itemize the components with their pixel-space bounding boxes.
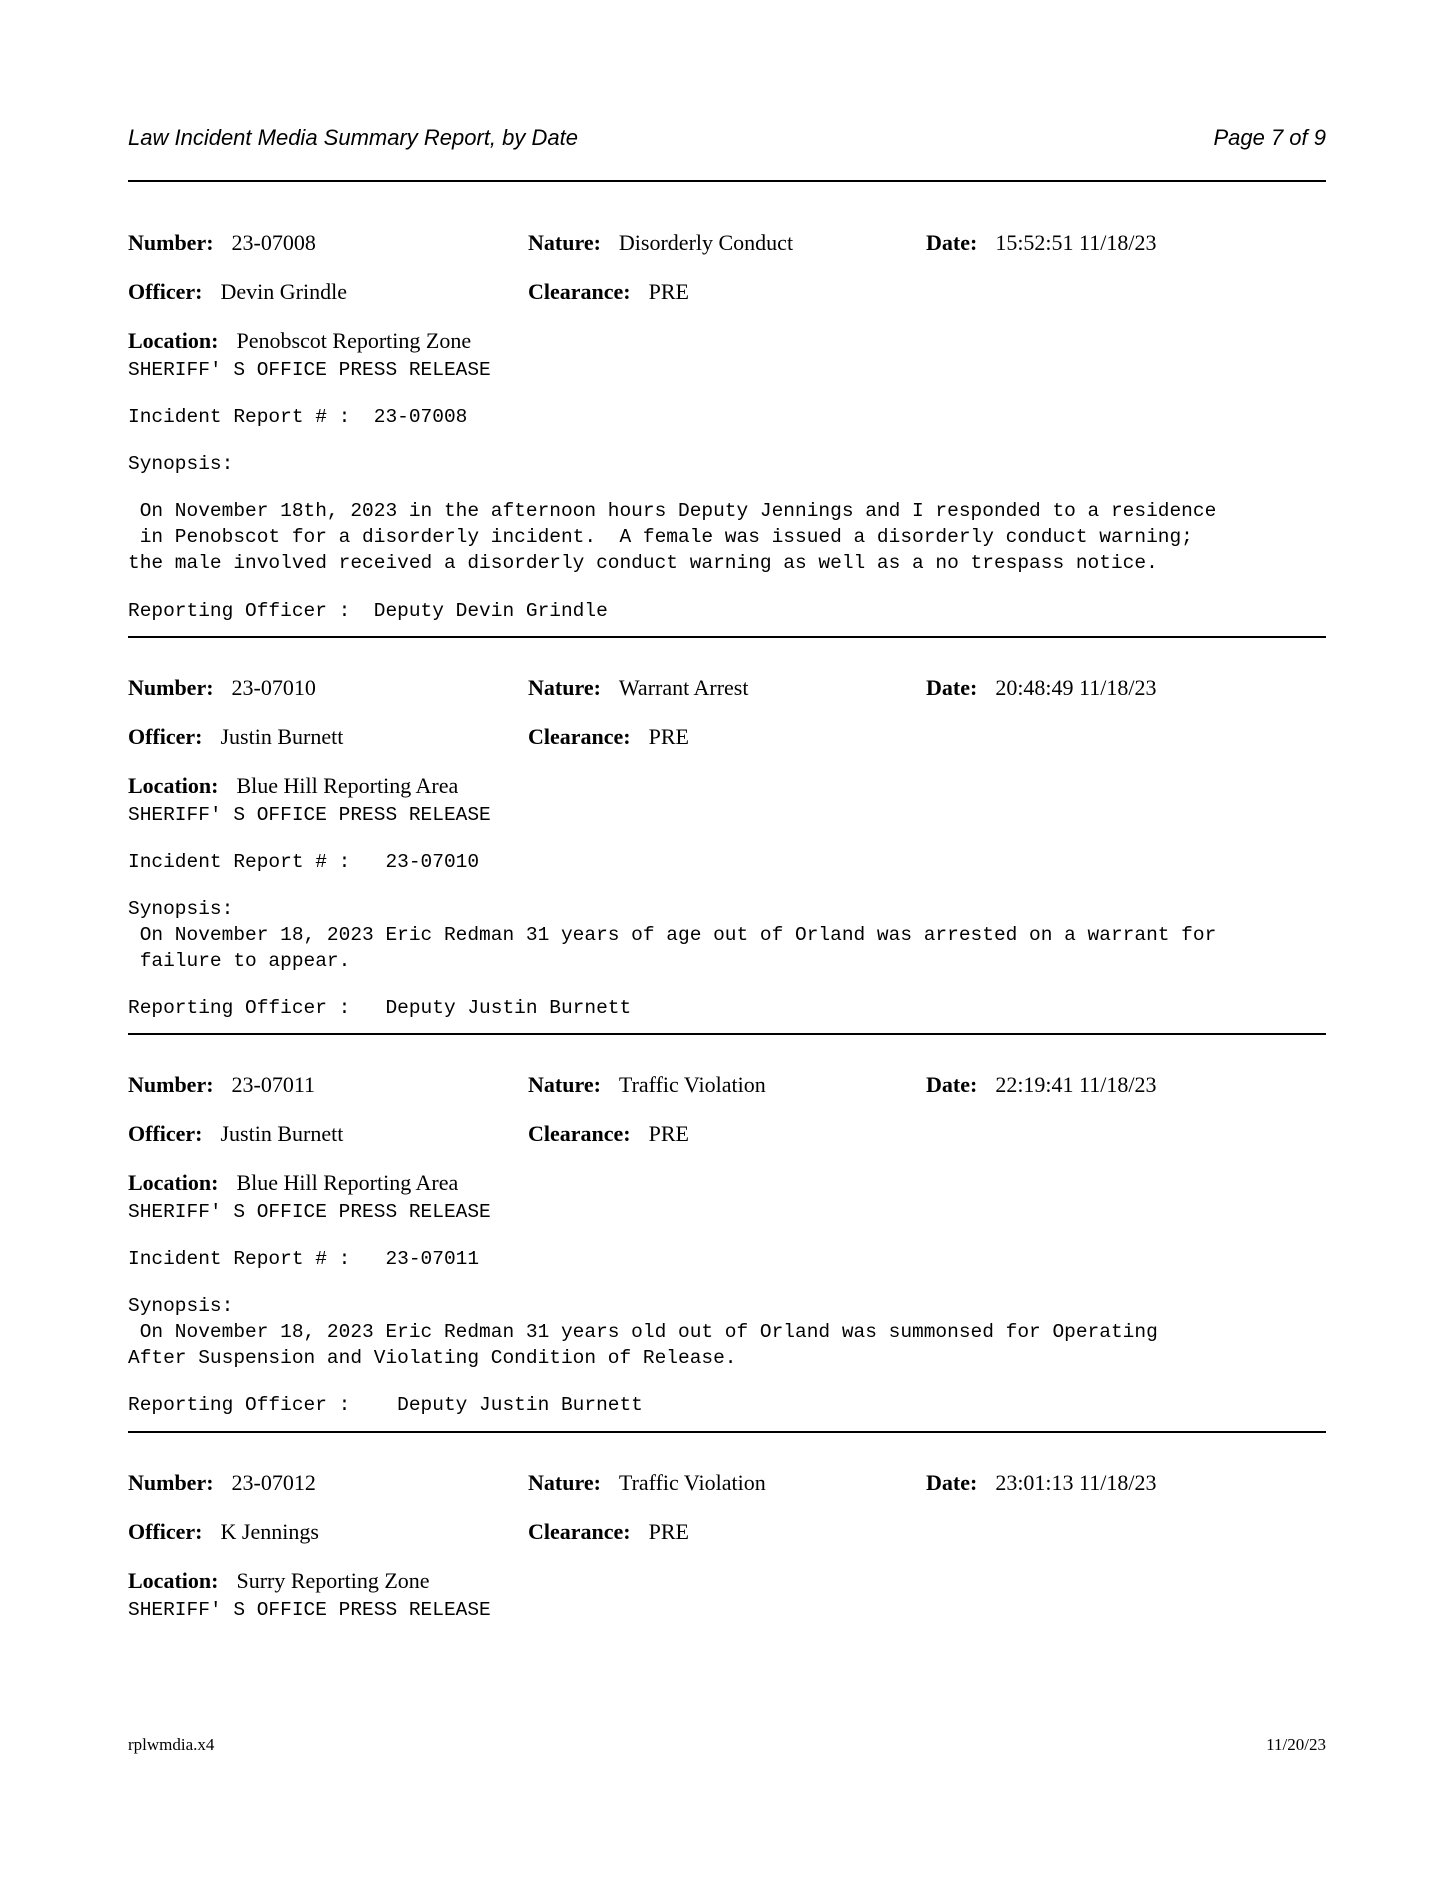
- officer-label: Officer:: [128, 1121, 203, 1146]
- reporting-officer: Reporting Officer : Deputy Justin Burnett: [128, 1394, 643, 1416]
- clearance-label: Clearance:: [528, 724, 631, 749]
- incident-officer-row: [128, 1121, 1326, 1151]
- number-label: Number:: [128, 1072, 214, 1097]
- synopsis-label: Synopsis:: [128, 453, 234, 475]
- location-label: Location:: [128, 1568, 219, 1593]
- incident-report-number: Incident Report # : 23-07011: [128, 1248, 480, 1270]
- clearance-value: PRE: [648, 1519, 689, 1544]
- nature-value: Traffic Violation: [618, 1072, 766, 1097]
- incident-header-row: [128, 675, 1326, 705]
- nature-label: Nature:: [528, 675, 601, 700]
- synopsis-label: Synopsis:: [128, 898, 234, 920]
- date-field: [926, 1470, 1156, 1496]
- incident-location-row: [128, 773, 1326, 803]
- press-release-heading: SHERIFF' S OFFICE PRESS RELEASE: [128, 1201, 491, 1223]
- incident-header-row: [128, 230, 1326, 260]
- location-field: [128, 1170, 458, 1196]
- officer-value: Justin Burnett: [220, 724, 344, 749]
- incident-record: [128, 1470, 1326, 1621]
- synopsis-text: On November 18, 2023 Eric Redman 31 years of age out of Orland was arrested on a warrant for failure to appear.: [139, 924, 1217, 972]
- date-label: Date:: [926, 675, 978, 700]
- clearance-field: [528, 724, 689, 750]
- nature-field: [528, 230, 793, 256]
- synopsis-label: Synopsis:: [128, 1295, 234, 1317]
- incident-location-row: [128, 1170, 1326, 1200]
- number-label: Number:: [128, 675, 214, 700]
- incident-header-row: [128, 1470, 1326, 1500]
- page-number: Page 7 of 9: [1213, 125, 1326, 150]
- officer-label: Officer:: [128, 1519, 203, 1544]
- officer-field: [128, 279, 347, 305]
- date-label: Date:: [926, 1072, 978, 1097]
- incident-officer-row: [128, 279, 1326, 309]
- location-field: [128, 1568, 430, 1594]
- nature-value: Disorderly Conduct: [618, 230, 794, 255]
- officer-field: [128, 1121, 343, 1147]
- number-value: 23-07011: [231, 1072, 316, 1097]
- clearance-label: Clearance:: [528, 1121, 631, 1146]
- report-code: rplwmdia.x4: [128, 1735, 215, 1754]
- location-value: Surry Reporting Zone: [236, 1568, 430, 1593]
- location-label: Location:: [128, 773, 219, 798]
- clearance-field: [528, 1121, 689, 1147]
- clearance-label: Clearance:: [528, 279, 631, 304]
- incident-header-row: [128, 1072, 1326, 1102]
- clearance-label: Clearance:: [528, 1519, 631, 1544]
- incident-record: [128, 675, 1326, 1019]
- number-value: 23-07012: [231, 1470, 316, 1495]
- number-field: [128, 230, 316, 256]
- officer-label: Officer:: [128, 724, 203, 749]
- nature-field: [528, 1470, 766, 1496]
- nature-value: Traffic Violation: [618, 1470, 766, 1495]
- nature-field: [528, 1072, 766, 1098]
- officer-value: K Jennings: [220, 1519, 319, 1544]
- divider: [128, 1431, 1326, 1433]
- clearance-field: [528, 1519, 689, 1545]
- date-label: Date:: [926, 230, 978, 255]
- date-value: 23:01:13 11/18/23: [995, 1470, 1157, 1495]
- date-field: [926, 230, 1156, 256]
- location-value: Blue Hill Reporting Area: [236, 1170, 459, 1195]
- clearance-value: PRE: [648, 724, 689, 749]
- nature-value: Warrant Arrest: [618, 675, 749, 700]
- incident-record: [128, 1072, 1326, 1416]
- clearance-field: [528, 279, 689, 305]
- location-label: Location:: [128, 1170, 219, 1195]
- report-title: Law Incident Media Summary Report, by Date: [128, 125, 578, 150]
- officer-field: [128, 1519, 319, 1545]
- number-field: [128, 1072, 315, 1098]
- incident-officer-row: [128, 724, 1326, 754]
- incident-record: [128, 230, 1326, 622]
- officer-field: [128, 724, 343, 750]
- synopsis-text: On November 18, 2023 Eric Redman 31 years old out of Orland was summonsed for Operating After Suspension and Violating Condition of Release.: [128, 1321, 1158, 1369]
- nature-label: Nature:: [528, 230, 601, 255]
- print-date: 11/20/23: [1266, 1735, 1326, 1754]
- date-value: 22:19:41 11/18/23: [995, 1072, 1157, 1097]
- officer-label: Officer:: [128, 279, 203, 304]
- clearance-value: PRE: [648, 1121, 689, 1146]
- date-value: 20:48:49 11/18/23: [995, 675, 1157, 700]
- number-value: 23-07008: [231, 230, 316, 255]
- nature-label: Nature:: [528, 1470, 601, 1495]
- press-release-heading: SHERIFF' S OFFICE PRESS RELEASE: [128, 1599, 491, 1621]
- location-value: Penobscot Reporting Zone: [236, 328, 472, 353]
- nature-field: [528, 675, 748, 701]
- number-field: [128, 675, 316, 701]
- divider: [128, 180, 1326, 182]
- reporting-officer: Reporting Officer : Deputy Justin Burnett: [128, 997, 632, 1019]
- incident-report-number: Incident Report # : 23-07008: [128, 406, 468, 428]
- number-label: Number:: [128, 1470, 214, 1495]
- location-label: Location:: [128, 328, 219, 353]
- divider: [128, 1033, 1326, 1035]
- reporting-officer: Reporting Officer : Deputy Devin Grindle: [128, 600, 608, 622]
- location-field: [128, 773, 458, 799]
- press-release-heading: SHERIFF' S OFFICE PRESS RELEASE: [128, 804, 491, 826]
- synopsis-text: On November 18th, 2023 in the afternoon hours Deputy Jennings and I responded to a residence in Penobscot for a disorderly incident. A female was issued a disorderly conduct warning; the male involved received a disorderly conduct warning as well as a no trespass notice.: [128, 500, 1217, 574]
- date-field: [926, 675, 1156, 701]
- incident-location-row: [128, 328, 1326, 358]
- divider: [128, 636, 1326, 638]
- incident-officer-row: [128, 1519, 1326, 1549]
- date-label: Date:: [926, 1470, 978, 1495]
- number-field: [128, 1470, 316, 1496]
- page-header: [128, 125, 1326, 155]
- number-label: Number:: [128, 230, 214, 255]
- officer-value: Devin Grindle: [220, 279, 347, 304]
- number-value: 23-07010: [231, 675, 316, 700]
- press-release-heading: SHERIFF' S OFFICE PRESS RELEASE: [128, 359, 491, 381]
- nature-label: Nature:: [528, 1072, 601, 1097]
- location-value: Blue Hill Reporting Area: [236, 773, 459, 798]
- incident-location-row: [128, 1568, 1326, 1598]
- incident-report-number: Incident Report # : 23-07010: [128, 851, 480, 873]
- clearance-value: PRE: [648, 279, 689, 304]
- officer-value: Justin Burnett: [220, 1121, 344, 1146]
- location-field: [128, 328, 471, 354]
- date-value: 15:52:51 11/18/23: [995, 230, 1157, 255]
- date-field: [926, 1072, 1156, 1098]
